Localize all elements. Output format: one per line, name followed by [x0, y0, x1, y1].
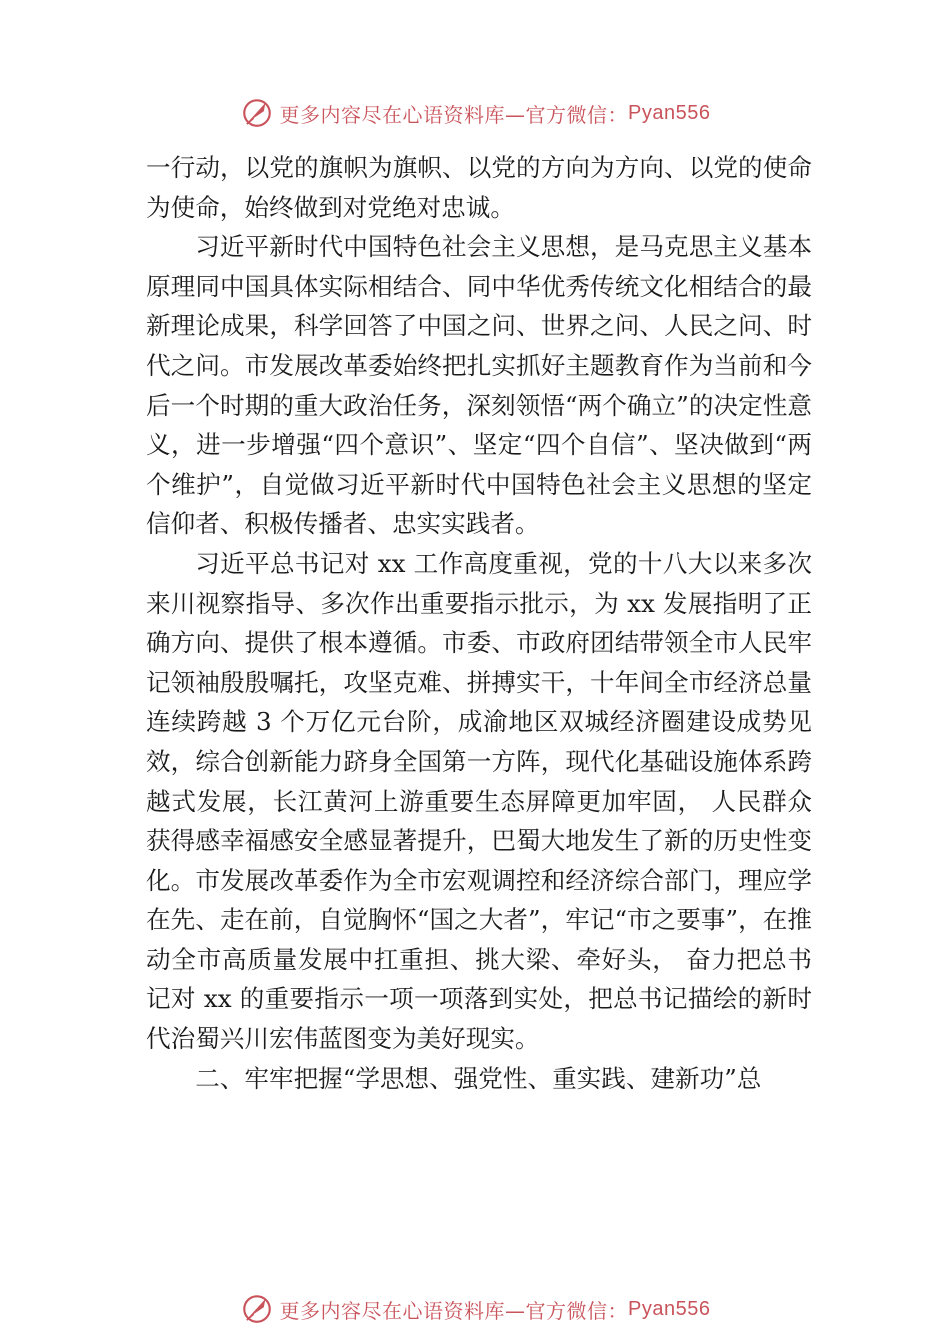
watermark-handle: Pyan556	[628, 1297, 711, 1320]
document-body	[146, 148, 812, 1098]
paragraph-2: 习近平新时代中国特色社会主义思想，是马克思主义基本原理同中国具体实际相结合、同中华优秀传统文化相结合的最新理论成果，科学回答了中国之问、世界之问、人民之问、时代之问。市发展改革委始终把扎实抓好主题教育作为当前和今后一个时期的重大政治任务，深刻领悟“两个确立”的决定性意义，进一步增强“四个意识”、坚定“四个自信”、坚决做到“两个维护”，自觉做习近平新时代中国特色社会主义思想的坚定信仰者、积极传播者、忠实实践者。	[146, 232, 812, 539]
paragraph-3: 习近平总书记对 xx 工作高度重视，党的十八大以来多次来川视察指导、多次作出重要指示批示，为 xx 发展指明了正确方向、提供了根本遵循。市委、市政府团结带领全市人民牢记领袖殷殷嘱托，攻坚克难、拼搏实干，十年间全市经济总量连续跨越 3 个万亿元台阶，成渝地区双城经济圈建设成势见效，综合创新能力跻身全国第一方阵，现代化基础设施体系跨越式发展，长江黄河上游重要生态屏障更加牢固， 人民群众获得感幸福感安全感显著提升，巴蜀大地发生了新的历史性变化。市发展改革委作为全市宏观调控和经济综合部门，理应学在先、走在前，自觉胸怀“国之大者”，牢记“市之要事”，在推动全市高质量发展中扛重担、挑大梁、牵好头， 奋力把总书记对 xx 的重要指示一项一项落到实处，把总书记描绘的新时代治蜀兴川宏伟蓝图变为美好现实。	[146, 548, 812, 1054]
watermark-text: 更多内容尽在心语资料库—官方微信：	[279, 102, 629, 127]
watermark-handle: Pyan556	[628, 101, 711, 124]
header-watermark	[0, 96, 950, 130]
paragraph-1: 一行动，以党的旗帜为旗帜、以党的方向为方向、以党的使命为使命，始终做到对党绝对忠诚。	[146, 153, 812, 222]
quill-logo-icon	[240, 1292, 274, 1326]
paragraph-4: 二、牢牢把握“学思想、强党性、重实践、建新功”总	[195, 1063, 762, 1093]
footer-watermark	[0, 1292, 950, 1326]
watermark-text: 更多内容尽在心语资料库—官方微信：	[279, 1298, 629, 1323]
quill-logo-icon	[240, 96, 274, 130]
